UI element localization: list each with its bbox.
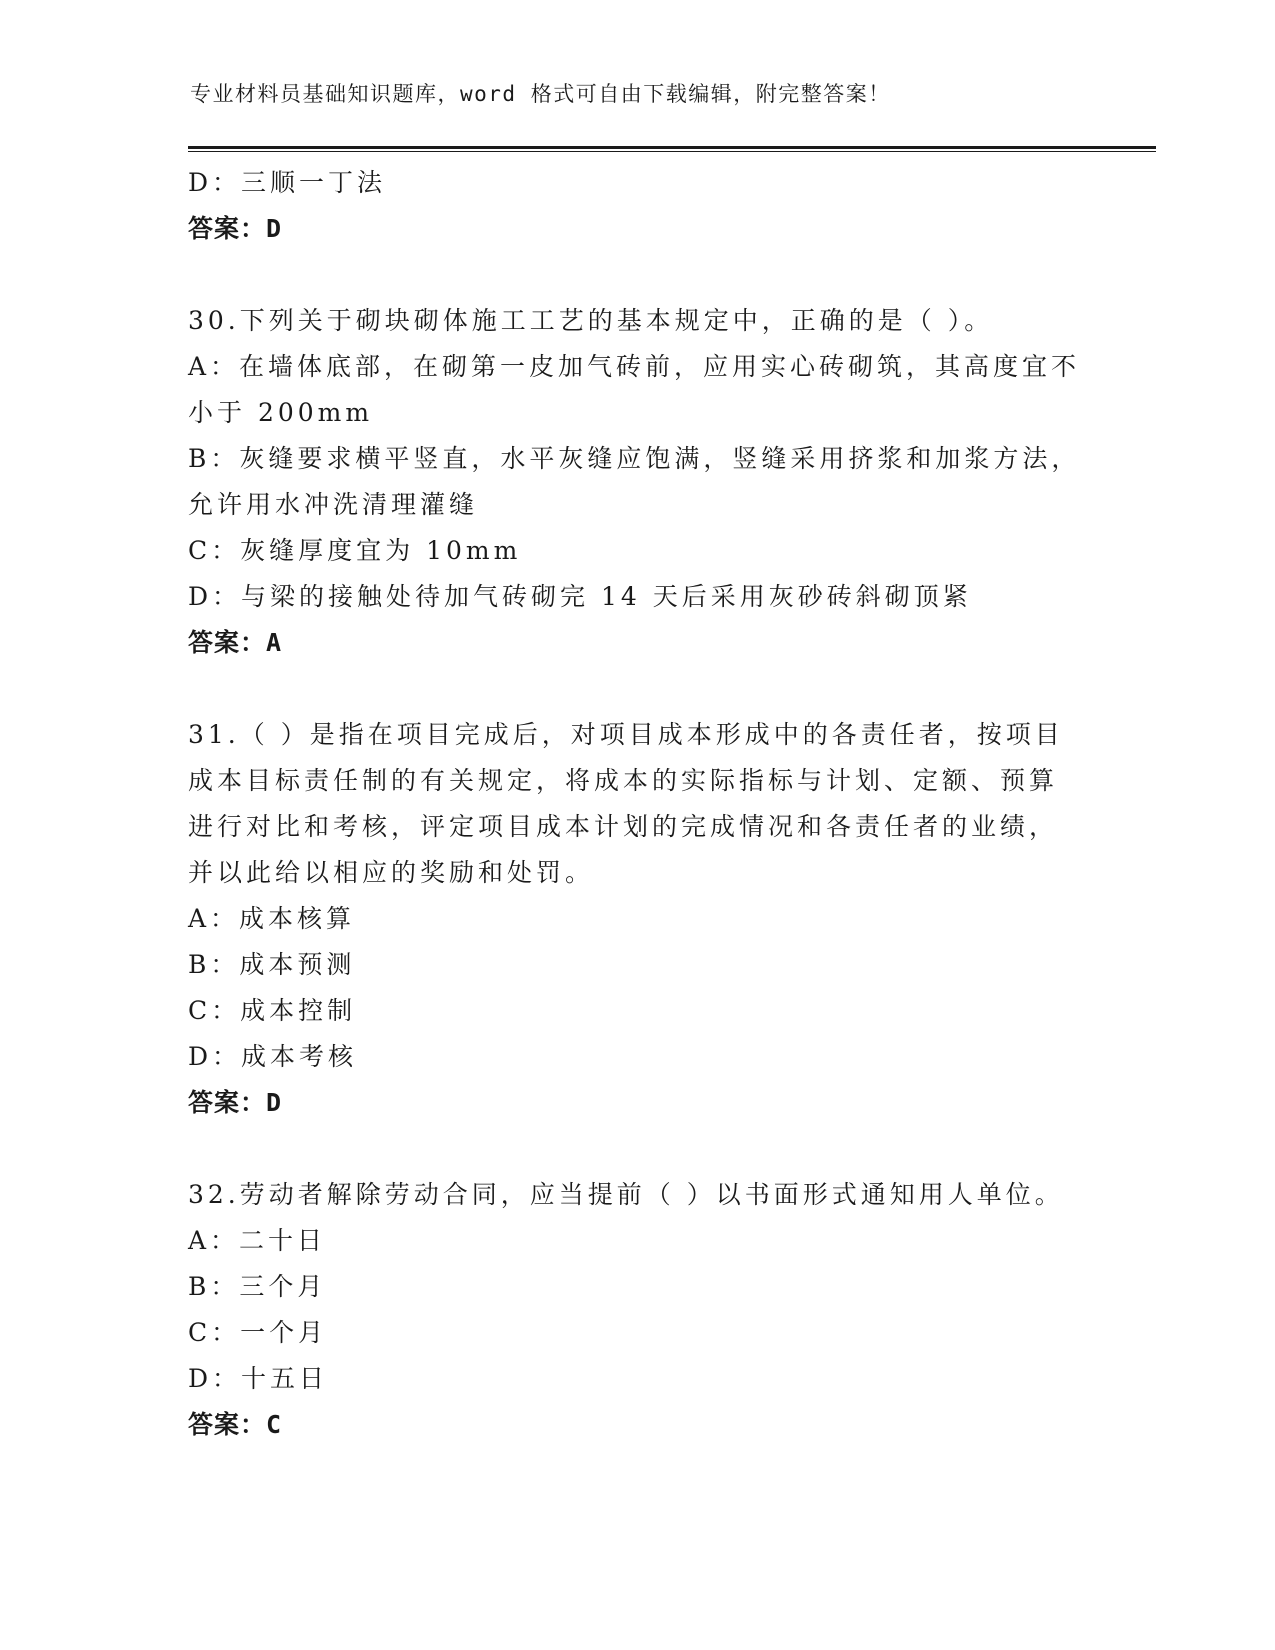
header-divider-thin xyxy=(188,151,1156,152)
option-c: C：灰缝厚度宜为 10mm xyxy=(188,536,522,565)
option-d: D：三顺一丁法 xyxy=(188,168,387,197)
question-stem: 32.劳动者解除劳动合同，应当提前（ ）以书面形式通知用人单位。 xyxy=(188,1180,1064,1209)
question-block xyxy=(188,298,1088,666)
spacer xyxy=(188,252,1088,298)
answer-line: 答案：C xyxy=(188,1410,283,1439)
question-block xyxy=(188,1172,1088,1448)
option-a: A：二十日 xyxy=(188,1226,327,1255)
question-stem-line: 并以此给以相应的奖励和处罚。 xyxy=(188,858,595,887)
header-divider-thick xyxy=(188,146,1156,149)
question-content xyxy=(188,160,1088,1448)
question-stem: 30.下列关于砌块砌体施工工艺的基本规定中，正确的是（ ）。 xyxy=(188,306,994,335)
question-stem: 31.（ ）是指在项目完成后，对项目成本形成中的各责任者，按项目 xyxy=(188,720,1064,749)
question-stem-line: 成本目标责任制的有关规定，将成本的实际指标与计划、定额、预算 xyxy=(188,766,1059,795)
option-d: D：成本考核 xyxy=(188,1042,358,1071)
page-header: 专业材料员基础知识题库，word 格式可自由下载编辑，附完整答案！ xyxy=(190,82,891,106)
option-a: A：在墙体底部，在砌第一皮加气砖前，应用实心砖砌筑，其高度宜不 xyxy=(188,352,1081,381)
spacer xyxy=(188,666,1088,712)
option-d: D：十五日 xyxy=(188,1364,329,1393)
option-a-continued: 小于 200mm xyxy=(188,398,374,427)
answer-line: 答案：A xyxy=(188,628,283,657)
question-block xyxy=(188,712,1088,1126)
option-b-continued: 允许用水冲洗清理灌缝 xyxy=(188,490,479,519)
answer-line: 答案：D xyxy=(188,214,283,243)
option-c: C：成本控制 xyxy=(188,996,357,1025)
option-b: B：成本预测 xyxy=(188,950,356,979)
question-stem-line: 进行对比和考核，评定项目成本计划的完成情况和各责任者的业绩， xyxy=(188,812,1059,841)
option-d: D：与梁的接触处待加气砖砌完 14 天后采用灰砂砖斜砌顶紧 xyxy=(188,582,972,611)
spacer xyxy=(188,1126,1088,1172)
option-b: B：灰缝要求横平竖直，水平灰缝应饱满，竖缝采用挤浆和加浆方法， xyxy=(188,444,1081,473)
option-a: A：成本核算 xyxy=(188,904,356,933)
option-c: C：一个月 xyxy=(188,1318,328,1347)
answer-line: 答案：D xyxy=(188,1088,283,1117)
option-b: B：三个月 xyxy=(188,1272,327,1301)
